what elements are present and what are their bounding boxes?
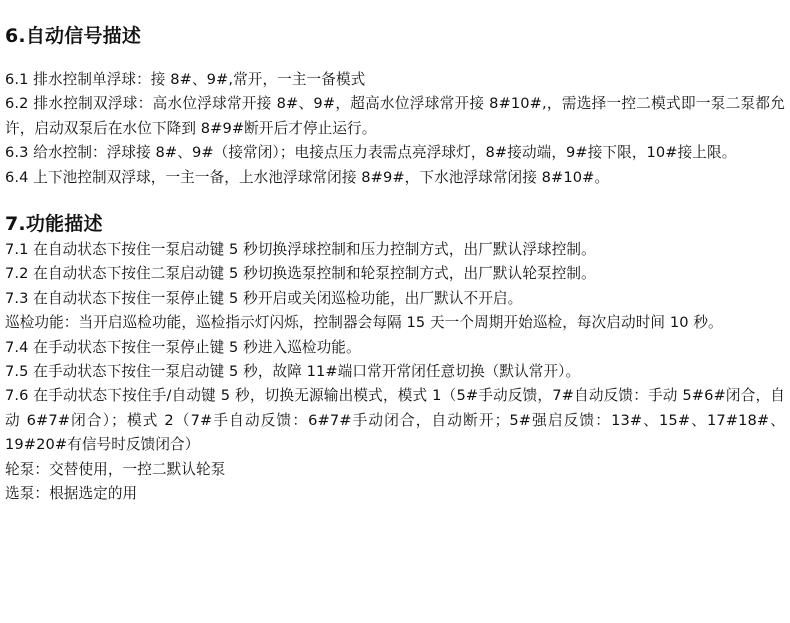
paragraph: 轮泵：交替使用，一控二默认轮泵 bbox=[5, 460, 226, 478]
paragraph: 7.6 在手动状态下按住手/自动键 5 秒，切换无源输出模式，模式 1（5#手动反馈，7#自动反馈：手动 5#6#闭合，自动 6#7#闭合）；模式 2（7#手自动反馈：6#7#手动闭合，自动断开；5#强启反馈：13#、15#、17#18#、19#20#有信号时反馈闭合） bbox=[5, 387, 785, 454]
paragraph: 7.2 在自动状态下按住二泵启动键 5 秒切换选泵控制和轮泵控制方式，出厂默认轮泵控制。 bbox=[5, 265, 596, 283]
section-auto-signal bbox=[5, 22, 785, 190]
section-function bbox=[5, 210, 785, 506]
paragraph: 7.4 在手动状态下按住一泵停止键 5 秒进入巡检功能。 bbox=[5, 338, 361, 356]
paragraph: 6.3 给水控制：浮球接 8#、9#（接常闭）；电接点压力表需点亮浮球灯，8#接动端，9#接下限，10#接上限。 bbox=[5, 144, 737, 162]
paragraph: 选泵：根据选定的用 bbox=[5, 485, 138, 503]
paragraph: 7.3 在自动状态下按住一泵停止键 5 秒开启或关闭巡检功能，出厂默认不开启。 bbox=[5, 289, 523, 307]
document-body bbox=[5, 22, 785, 507]
section-heading: 7.功能描述 bbox=[5, 213, 103, 236]
paragraph: 6.1 排水控制单浮球：接 8#、9#,常开，一主一备模式 bbox=[5, 71, 366, 88]
section-heading: 6.自动信号描述 bbox=[5, 25, 142, 47]
paragraph: 巡检功能：当开启巡检功能，巡检指示灯闪烁，控制器会每隔 15 天一个周期开始巡检，每次启动时间 10 秒。 bbox=[5, 314, 723, 332]
paragraph: 6.4 上下池控制双浮球，一主一备，上水池浮球常闭接 8#9#，下水池浮球常闭接 8#10#。 bbox=[5, 168, 610, 186]
paragraph: 7.5 在手动状态下按住一泵启动键 5 秒，故障 11#端口常开常闭任意切换（默认常开）。 bbox=[5, 363, 581, 381]
paragraph: 7.1 在自动状态下按住一泵启动键 5 秒切换浮球控制和压力控制方式，出厂默认浮球控制。 bbox=[5, 241, 596, 259]
paragraph: 6.2 排水控制双浮球：高水位浮球常开接 8#、9#，超高水位浮球常开接 8#10#,，需选择一控二模式即一泵二泵都允许，启动双泵后在水位下降到 8#9#断开后才停止运行。 bbox=[5, 95, 785, 137]
